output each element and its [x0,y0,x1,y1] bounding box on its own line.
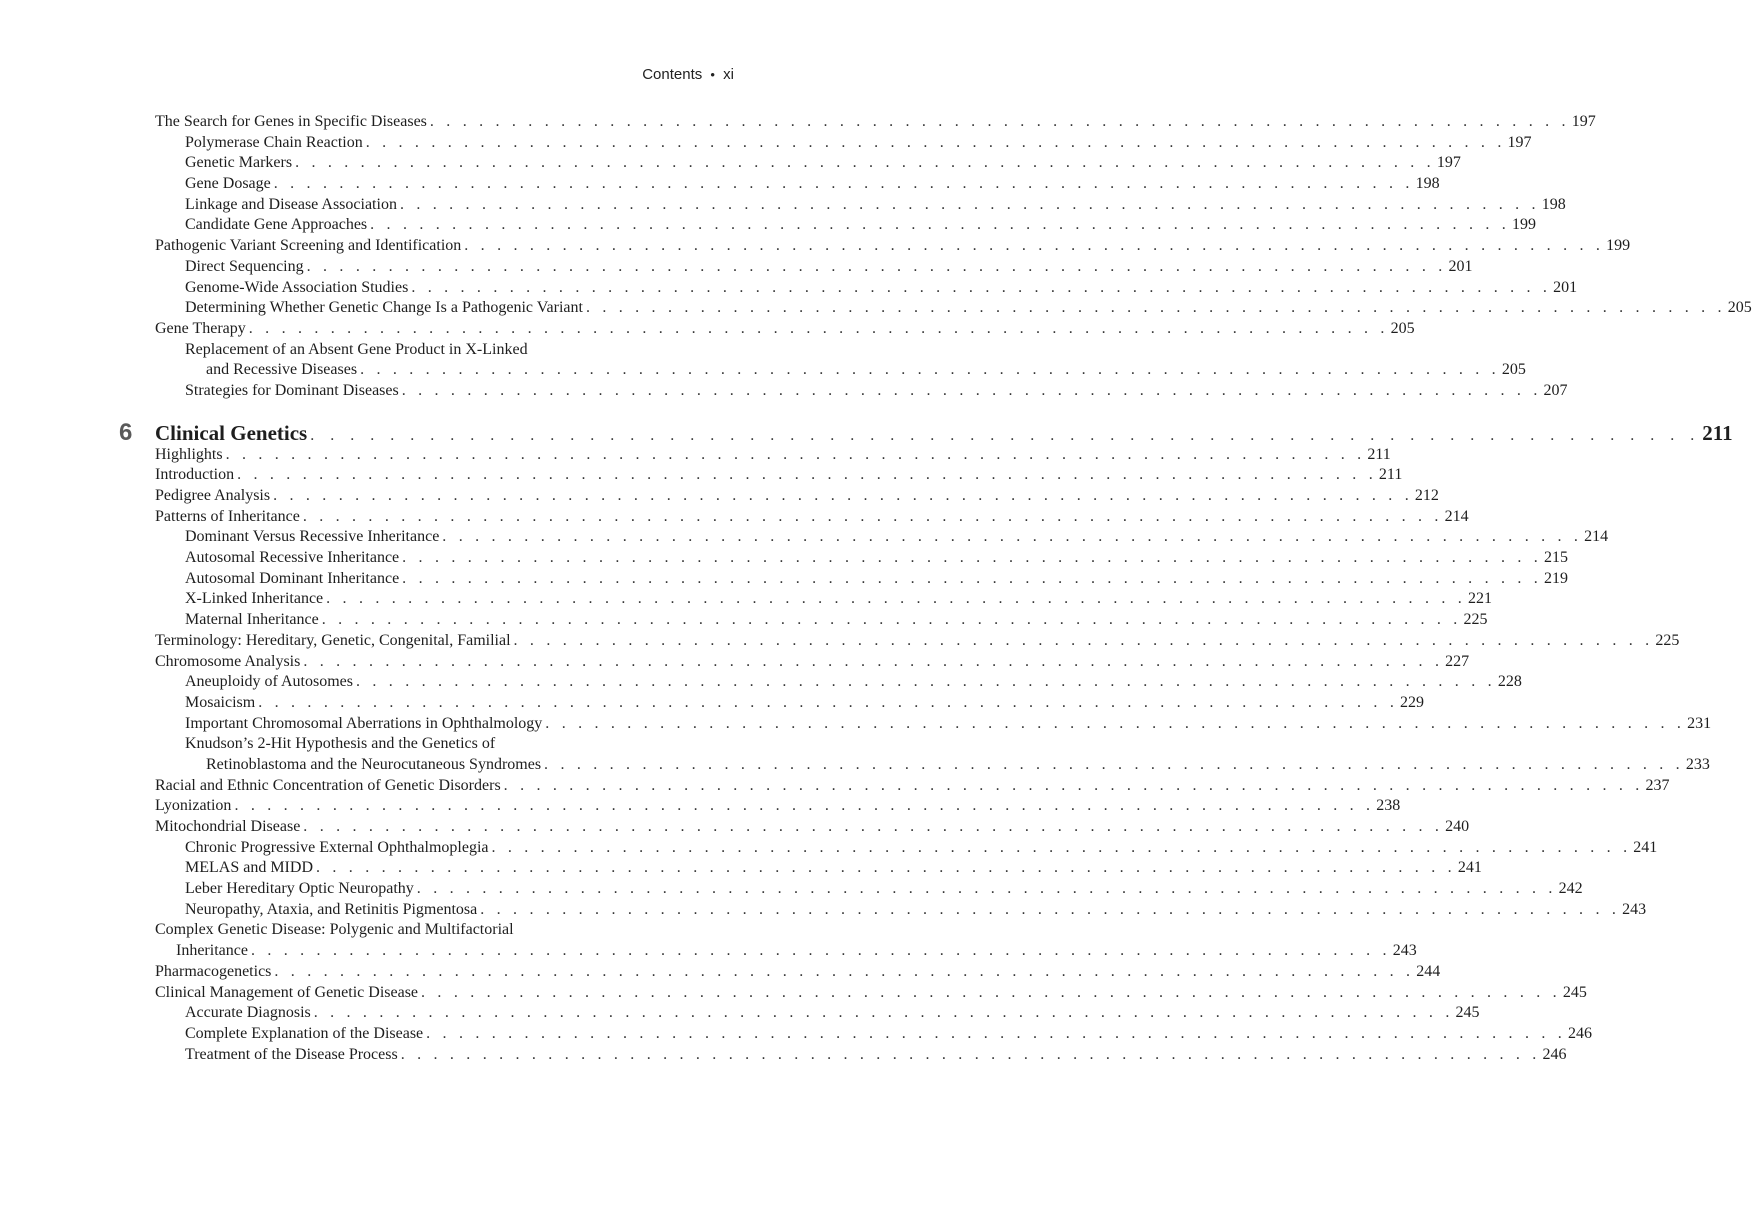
toc-entry[interactable] [155,215,1536,236]
leader-dots: . . . . . . . . . . . . . . . . . . . . . . . . . . . . . . . . . . . . . . . . . . . . . . . . . . . . . . . . . . . . . . . . . . . . . . [313,1004,1454,1022]
chapter-number: 6 [119,418,133,446]
leader-dots: . . . . . . . . . . . . . . . . . . . . . . . . . . . . . . . . . . . . . . . . . . . . . . . . . . . . . . . . . . . . . . . . . . . . . . [303,818,1444,835]
toc-entry-page: 221 [1467,590,1492,608]
toc-entry-page: 240 [1445,818,1470,835]
toc-entry-page: 241 [1633,838,1658,856]
leader-dots: . . . . . . . . . . . . . . . . . . . . . . . . . . . . . . . . . . . . . . . . . . . . . . . . . . . . . . . . . . . . . . . . . . . . . . [585,299,1726,317]
toc-entry-title: Aneuploidy of Autosomes [185,673,353,691]
toc-entry-page: 207 [1543,381,1568,399]
toc-entry-title: and Recessive Diseases [206,361,358,379]
toc-entry-page: 227 [1445,652,1470,670]
leader-dots: . . . . . . . . . . . . . . . . . . . . . . . . . . . . . . . . . . . . . . . . . . . . . . . . . . . . . . . . . . . . . . . . . . . . . . [326,590,1466,608]
toc-entry-page: 245 [1562,983,1587,1001]
toc-entry-first-line[interactable] [155,340,734,361]
toc-entry[interactable] [155,983,1587,1004]
toc-entry-title: Mosaicism [185,693,256,711]
leader-dots: . . . . . . . . . . . . . . . . . . . . . . . . . . . . . . . . . . . . . . . . . . . . . . . . . . . . . . . . . . . . . . . . . . . . . . [356,673,1496,691]
leader-dots: . . . . . . . . . . . . . . . . . . . . . . . . . . . . . . . . . . . . . . . . . . . . . . . . . . . . . . . . . . . . . . . . . . . . . . [421,983,1561,1001]
toc-entry[interactable] [155,817,1470,838]
toc-entry-title: Polymerase Chain Reaction [185,133,363,151]
chapter-heading[interactable] [119,418,1733,446]
toc-entry-page: 238 [1376,797,1401,815]
toc-entry[interactable] [155,133,1532,154]
toc-entry-title: Gene Dosage [185,175,271,193]
chapter-title: Clinical Genetics [155,420,308,445]
toc-entry-title: Replacement of an Absent Gene Product in X-Linked [185,340,528,358]
toc-entry-title: MELAS and MIDD [185,859,313,877]
toc-entry-title: Pathogenic Variant Screening and Identification [155,237,462,255]
leader-dots: . . . . . . . . . . . . . . . . . . . . . . . . . . . . . . . . . . . . . . . . . . . . . . . . . . . . . . . . . . . . . . . . . . . . . . [402,569,1542,587]
toc-entry-title: Determining Whether Genetic Change Is a Pathogenic Variant [185,299,583,317]
toc-entry[interactable] [155,900,1647,921]
toc-entry-page: 243 [1622,900,1647,918]
toc-entry[interactable] [155,381,1568,402]
leader-dots: . . . . . . . . . . . . . . . . . . . . . . . . . . . . . . . . . . . . . . . . . . . . . . . . . . . . . . . . . . . . . . . . . . . . . . [225,445,1366,463]
leader-dots: . . . . . . . . . . . . . . . . . . . . . . . . . . . . . . . . . . . . . . . . . . . . . . . . . . . . . . . . . . . . . . . . . . . . . . [399,195,1540,213]
table-of-contents [119,112,1752,1065]
toc-entry-title: Neuropathy, Ataxia, and Retinitis Pigmentosa [185,900,478,918]
leader-dots: . . . . . . . . . . . . . . . . . . . . . . . . . . . . . . . . . . . . . . . . . . . . . . . . . . . . . . . . . . . . . . . . . . . . . . [273,175,1414,193]
leader-dots: . . . . . . . . . . . . . . . . . . . . . . . . . . . . . . . . . . . . . . . . . . . . . . . . . . . . . . . . . . . . . . . . . . . . . . [250,942,1391,960]
toc-entry-page: 201 [1448,257,1473,275]
toc-entry[interactable] [155,465,1403,486]
toc-entry-title: Pharmacogenetics [155,962,272,980]
toc-entry-title: Chromosome Analysis [155,652,301,670]
leader-dots: . . . . . . . . . . . . . . . . . . . . . . . . . . . . . . . . . . . . . . . . . . . . . . . . . . . . . . . . . . . . . . . . . . . . . . [303,652,1444,670]
toc-entry-title: Complex Genetic Disease: Polygenic and Multifactorial [155,921,514,939]
toc-entry[interactable] [155,569,1568,590]
toc-entry-title: Racial and Ethnic Concentration of Genetic Disorders [155,776,501,794]
toc-entry[interactable] [155,548,1568,569]
toc-entry[interactable] [155,693,1425,714]
toc-entry[interactable] [155,1003,1480,1024]
toc-entry-page: 229 [1400,693,1425,711]
toc-entry[interactable] [155,776,1670,797]
toc-entry-first-line[interactable] [155,734,734,755]
toc-entry-page: 228 [1497,673,1522,691]
toc-entry-page: 198 [1541,195,1566,213]
toc-entry-page: 205 [1501,361,1526,379]
toc-entry-title: Linkage and Disease Association [185,195,397,213]
toc-entry-title: Leber Hereditary Optic Neuropathy [185,880,414,898]
leader-dots: . . . . . . . . . . . . . . . . . . . . . . . . . . . . . . . . . . . . . . . . . . . . . . . . . . . . . . . . . . . . . . . . . . . . . . [401,381,1542,399]
toc-entry[interactable] [155,714,1712,735]
toc-entry-title: Retinoblastoma and the Neurocutaneous Syndromes [206,755,542,773]
toc-entry[interactable] [155,174,1440,195]
leader-dots: . . . . . . . . . . . . . . . . . . . . . . . . . . . . . . . . . . . . . . . . . . . . . . . . . . . . . . . . . . . . . . . . . . . . . . [400,1045,1541,1063]
toc-entry-page: 233 [1685,755,1710,773]
toc-entry-page: 237 [1645,776,1670,794]
toc-entry-page: 219 [1543,569,1568,587]
toc-entry-page: 197 [1436,154,1461,172]
toc-entry[interactable] [155,1024,1592,1045]
leader-dots: . . . . . . . . . . . . . . . . . . . . . . . . . . . . . . . . . . . . . . . . . . . . . . . . . . . . . . . . . . . . . . . . . . . . . . [442,528,1583,546]
toc-entry-page: 214 [1444,507,1469,525]
chapter-page: 211 [1702,420,1733,445]
toc-entry[interactable] [155,755,1710,776]
toc-entry-page: 225 [1463,611,1488,629]
toc-entry-title: Autosomal Recessive Inheritance [185,549,400,567]
leader-dots: . . . . . . . . . . . . . . . . . . . . . . . . . . . . . . . . . . . . . . . . . . . . . . . . . . . . . . . . . . . . . . . . . . . . . . [274,962,1415,980]
leader-dots: . . . . . . . . . . . . . . . . . . . . . . . . . . . . . . . . . . . . . . . . . . . . . . . . . . . . . . . . . . . . . . . . . . . . . . [416,880,1557,898]
toc-entry[interactable] [155,195,1566,216]
toc-entry[interactable] [155,610,1488,631]
leader-dots: . . . . . . . . . . . . . . . . . . . . . . . . . . . . . . . . . . . . . . . . . . . . . . . . . . . . . . . . . . . . . . . . . . . . . . [295,154,1435,172]
leader-dots: . . . . . . . . . . . . . . . . . . . . . . . . . . . . . . . . . . . . . . . . . . . . . . . . . . . . . . . . . . . . . . . . . . . . . . [513,631,1654,649]
leader-dots: . . . . . . . . . . . . . . . . . . . . . . . . . . . . . . . . . . . . . . . . . . . . . . . . . . . . . . . . . . . . . . . . . . . . . . [302,507,1443,525]
toc-entry-page: 246 [1567,1024,1592,1042]
leader-dots: . . . . . . . . . . . . . . . . . . . . . . . . . . . . . . . . . . . . . . . . . . . . . . . . . . . . . . . . . . . . . . . . . . . . . . [316,859,1456,877]
toc-entry-title: Direct Sequencing [185,257,304,275]
toc-entry-page: 201 [1553,278,1578,296]
leader-dots: . . . . . . . . . . . . . . . . . . . . . . . . . . . . . . . . . . . . . . . . . . . . . . . . . . . . . . . . . . . . . . . . . . . . . . [310,426,1701,444]
toc-entry[interactable] [155,631,1680,652]
toc-entry-title: Dominant Versus Recessive Inheritance [185,528,440,546]
toc-entry-page: 212 [1414,487,1439,504]
leader-dots: . . . . . . . . . . . . . . . . . . . . . . . . . . . . . . . . . . . . . . . . . . . . . . . . . . . . . . . . . . . . . . . . . . . . . . [480,900,1621,918]
toc-entry-page: 245 [1455,1004,1480,1022]
toc-entry-title: Maternal Inheritance [185,611,319,629]
leader-dots: . . . . . . . . . . . . . . . . . . . . . . . . . . . . . . . . . . . . . . . . . . . . . . . . . . . . . . . . . . . . . . . . . . . . . . [234,797,1375,815]
toc-entry[interactable] [155,527,1609,548]
leader-dots: . . . . . . . . . . . . . . . . . . . . . . . . . . . . . . . . . . . . . . . . . . . . . . . . . . . . . . . . . . . . . . . . . . . . . . [429,113,1570,130]
toc-entry-page: 211 [1367,445,1391,463]
toc-entry[interactable] [155,879,1583,900]
toc-entry-title: The Search for Genes in Specific Diseases [155,113,427,130]
toc-entry[interactable] [155,796,1401,817]
toc-entry-page: 241 [1457,859,1482,877]
toc-entry-title: Mitochondrial Disease [155,818,301,835]
toc-entry-title: Patterns of Inheritance [155,507,300,525]
toc-entry[interactable] [155,486,1439,507]
leader-dots: . . . . . . . . . . . . . . . . . . . . . . . . . . . . . . . . . . . . . . . . . . . . . . . . . . . . . . . . . . . . . . . . . . . . . . [544,755,1684,773]
toc-entry-page: 205 [1727,299,1752,317]
toc-entry-page: 243 [1392,942,1417,960]
leader-dots: . . . . . . . . . . . . . . . . . . . . . . . . . . . . . . . . . . . . . . . . . . . . . . . . . . . . . . . . . . . . . . . . . . . . . . [370,216,1510,234]
leader-dots: . . . . . . . . . . . . . . . . . . . . . . . . . . . . . . . . . . . . . . . . . . . . . . . . . . . . . . . . . . . . . . . . . . . . . . [411,278,1552,296]
toc-entry-title: Pedigree Analysis [155,487,271,504]
leader-dots: . . . . . . . . . . . . . . . . . . . . . . . . . . . . . . . . . . . . . . . . . . . . . . . . . . . . . . . . . . . . . . . . . . . . . . [237,466,1377,484]
toc-entry-title: Genome-Wide Association Studies [185,278,409,296]
toc-entry[interactable] [155,838,1658,859]
toc-entry-page: 199 [1606,237,1631,255]
toc-entry-title: Accurate Diagnosis [185,1004,311,1022]
toc-entry[interactable] [155,672,1522,693]
toc-entry-page: 246 [1542,1045,1567,1063]
toc-entry[interactable] [155,858,1482,879]
toc-entry[interactable] [155,319,1415,340]
toc-entry[interactable] [155,278,1578,299]
toc-entry-title: Candidate Gene Approaches [185,216,368,234]
toc-entry-page: 197 [1571,113,1596,130]
toc-entry-page: 198 [1415,175,1440,193]
toc-entry[interactable] [155,589,1492,610]
toc-entry-title: Genetic Markers [185,154,293,172]
toc-entry-page: 214 [1584,528,1609,546]
toc-entry-page: 199 [1511,216,1536,234]
leader-dots: . . . . . . . . . . . . . . . . . . . . . . . . . . . . . . . . . . . . . . . . . . . . . . . . . . . . . . . . . . . . . . . . . . . . . . [248,319,1389,337]
toc-entry-page: 197 [1507,133,1532,151]
toc-entry[interactable] [155,445,1391,466]
toc-entry-title: Chronic Progressive External Ophthalmoplegia [185,838,489,856]
toc-entry-page: 225 [1655,631,1680,649]
toc-entry-page: 215 [1543,549,1568,567]
toc-entry[interactable] [155,236,1631,257]
toc-entry-page: 211 [1378,466,1403,484]
toc-entry[interactable] [155,257,1473,278]
toc-entry[interactable] [155,360,1526,381]
leader-dots: . . . . . . . . . . . . . . . . . . . . . . . . . . . . . . . . . . . . . . . . . . . . . . . . . . . . . . . . . . . . . . . . . . . . . . [365,133,1506,151]
leader-dots: . . . . . . . . . . . . . . . . . . . . . . . . . . . . . . . . . . . . . . . . . . . . . . . . . . . . . . . . . . . . . . . . . . . . . . [258,693,1399,711]
toc-entry[interactable] [155,941,1417,962]
toc-entry[interactable] [155,153,1461,174]
toc-entry-title: Terminology: Hereditary, Genetic, Congenital, Familial [155,631,511,649]
toc-entry-first-line[interactable] [155,920,734,941]
toc-entry-title: Strategies for Dominant Diseases [185,381,399,399]
leader-dots: . . . . . . . . . . . . . . . . . . . . . . . . . . . . . . . . . . . . . . . . . . . . . . . . . . . . . . . . . . . . . . . . . . . . . . [273,487,1413,504]
leader-dots: . . . . . . . . . . . . . . . . . . . . . . . . . . . . . . . . . . . . . . . . . . . . . . . . . . . . . . . . . . . . . . . . . . . . . . [402,549,1542,567]
toc-entry-page: 205 [1390,319,1415,337]
leader-dots: . . . . . . . . . . . . . . . . . . . . . . . . . . . . . . . . . . . . . . . . . . . . . . . . . . . . . . . . . . . . . . . . . . . . . . [491,838,1632,856]
toc-entry-title: Introduction [155,466,235,484]
toc-entry-title: Lyonization [155,797,232,815]
toc-entry[interactable] [155,962,1441,983]
leader-dots: . . . . . . . . . . . . . . . . . . . . . . . . . . . . . . . . . . . . . . . . . . . . . . . . . . . . . . . . . . . . . . . . . . . . . . [464,237,1605,255]
running-head-bullet: • [710,67,715,82]
toc-entry-title: Clinical Management of Genetic Disease [155,983,419,1001]
toc-entry-title: Autosomal Dominant Inheritance [185,569,400,587]
leader-dots: . . . . . . . . . . . . . . . . . . . . . . . . . . . . . . . . . . . . . . . . . . . . . . . . . . . . . . . . . . . . . . . . . . . . . . [503,776,1644,794]
toc-entry[interactable] [155,1045,1567,1066]
toc-entry-page: 242 [1558,880,1583,898]
running-head [642,66,734,83]
leader-dots: . . . . . . . . . . . . . . . . . . . . . . . . . . . . . . . . . . . . . . . . . . . . . . . . . . . . . . . . . . . . . . . . . . . . . . [321,611,1462,629]
toc-entry-title: Complete Explanation of the Disease [185,1024,424,1042]
leader-dots: . . . . . . . . . . . . . . . . . . . . . . . . . . . . . . . . . . . . . . . . . . . . . . . . . . . . . . . . . . . . . . . . . . . . . . [545,714,1686,732]
toc-entry-page: 244 [1416,962,1441,980]
running-head-label: Contents [642,66,703,83]
leader-dots: . . . . . . . . . . . . . . . . . . . . . . . . . . . . . . . . . . . . . . . . . . . . . . . . . . . . . . . . . . . . . . . . . . . . . . [306,257,1447,275]
toc-entry-page: 231 [1687,714,1712,732]
toc-entry[interactable] [155,112,1596,133]
toc-entry[interactable] [155,652,1470,673]
toc-entry-title: Gene Therapy [155,319,246,337]
leader-dots: . . . . . . . . . . . . . . . . . . . . . . . . . . . . . . . . . . . . . . . . . . . . . . . . . . . . . . . . . . . . . . . . . . . . . . [426,1024,1566,1042]
toc-entry[interactable] [155,298,1752,319]
toc-entry-title: Knudson’s 2-Hit Hypothesis and the Genetics of [185,735,496,753]
toc-entry[interactable] [155,507,1469,528]
running-head-page: xi [723,66,734,83]
toc-entry-title: Important Chromosomal Aberrations in Ophthalmology [185,714,543,732]
toc-entry-title: Treatment of the Disease Process [185,1045,398,1063]
toc-entry-title: Inheritance [176,942,248,960]
leader-dots: . . . . . . . . . . . . . . . . . . . . . . . . . . . . . . . . . . . . . . . . . . . . . . . . . . . . . . . . . . . . . . . . . . . . . . [360,361,1500,379]
toc-entry-title: Highlights [155,445,223,463]
toc-entry-title: X-Linked Inheritance [185,590,324,608]
